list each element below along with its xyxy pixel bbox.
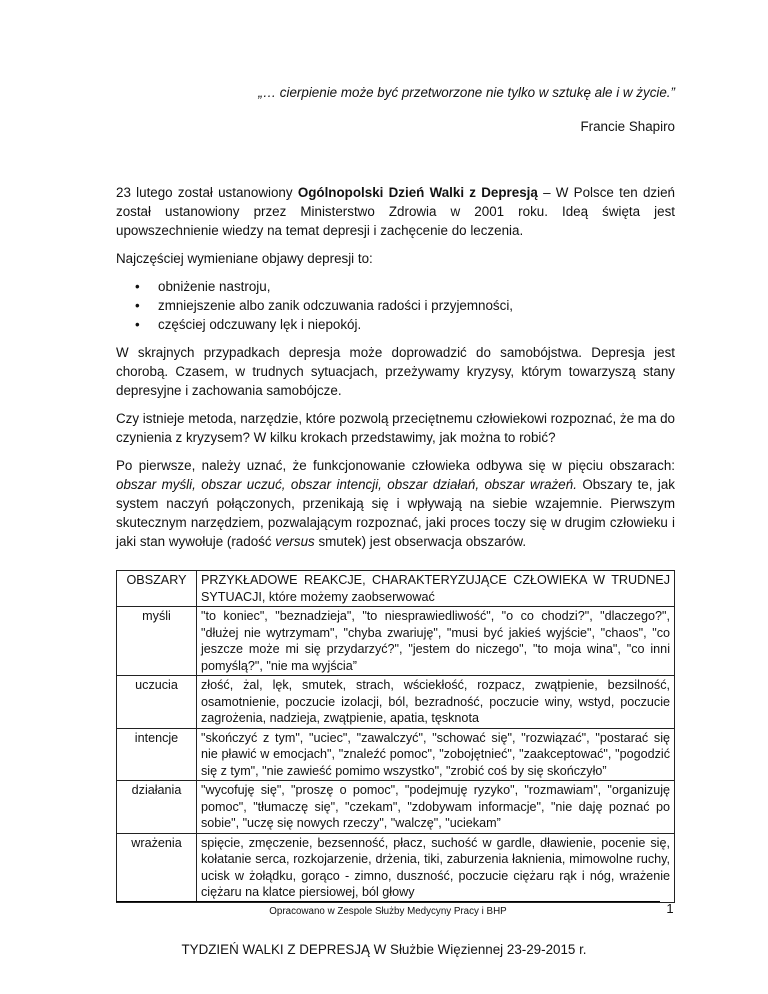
extreme-cases-paragraph: W skrajnych przypadkach depresja może doprowadzić do samobójstwa. Depresja jest chorobą. Czasem, w trudnych sytuacjach, przeżywamy kryzysy, którym towarzyszą stany depresyjne i zachowania samobójcze.	[116, 345, 675, 398]
table-cell-reactions: "skończyć z tym", "uciec", "zawalczyć", "schować się", "rozwiązać", "postarać się nie pławić w emocjach", "znaleźć pomoc", "zobojętnieć", "zaakceptować", "pogodzić się z tym", "nie zawieść pomimo wszystko", "zrobić coś by się skończyło”	[197, 728, 675, 781]
method-question-paragraph: Czy istnieje metoda, narzędzie, które pozwolą przeciętnemu człowiekowi rozpoznać, że ma do czynienia z kryzysem? W kilku krokach przedstawimy, jak można to robić?	[116, 411, 675, 445]
table-row	[117, 607, 675, 676]
symptoms-lead: Najczęściej wymieniane objawy depresji to:	[116, 251, 373, 266]
table-row	[117, 676, 675, 729]
epigraph-author: Francie Shapiro	[580, 119, 675, 134]
list-item: • obniżenie nastroju,	[139, 277, 675, 296]
table-cell-area: działania	[117, 781, 197, 834]
areas-text-3: smutek) jest obserwacja obszarów.	[314, 534, 527, 549]
symptoms-list	[116, 277, 675, 334]
areas-table	[116, 570, 675, 903]
intro-highlight: Ogólnopolski Dzień Walki z Depresją	[297, 185, 538, 200]
footer-title: TYDZIEŃ WALKI Z DEPRESJĄ W Służbie Więziennej 23-29-2015 r.	[181, 942, 587, 957]
document-body	[116, 183, 675, 560]
table-cell-area: wrażenia	[117, 833, 197, 902]
table-row	[117, 728, 675, 781]
versus-italic: versus	[275, 534, 315, 549]
page-number: 1	[666, 901, 674, 916]
table-header-reactions: PRZYKŁADOWE REAKCJE, CHARAKTERYZUJĄCE CZŁOWIEKA W TRUDNEJ SYTUACJI, które możemy zaobserwować	[197, 571, 675, 607]
areas-text-2: Obszary te, jak system naczyń połączonych, przenikają się i wpływają na siebie wzajemnie. Pierwszym skutecznym narzędziem, pozwalającym rozpoznać, jaki proces toczy się w drugim człowieku i jaki stan wywołuje (radość	[116, 477, 675, 549]
table-cell-area: myśli	[117, 607, 197, 676]
table-row	[117, 833, 675, 902]
footer-note: Opracowano w Zespole Służby Medycyny Pracy i BHP	[269, 906, 507, 917]
list-item: • zmniejszenie albo zanik odczuwania radości i przyjemności,	[139, 296, 675, 315]
intro-text-before: 23 lutego został ustanowiony	[116, 185, 298, 200]
epigraph-quote: „… cierpienie może być przetworzone nie tylko w sztukę ale i w życie.”	[258, 85, 675, 100]
table-cell-area: uczucia	[117, 676, 197, 729]
table-cell-reactions: "to koniec", "beznadzieja", "to niesprawiedliwość", "o co chodzi?", "dlaczego?", "dłużej nie wytrzymam", "chyba zwariuję", "musi być jakieś wyjście", "chaos", "co jeszcze może mi się przydarzyć?", "jestem do niczego", "to moja wina", "co inni pomyślą?", "nie ma wyjścia”	[197, 607, 675, 676]
table-cell-reactions: złość, żal, lęk, smutek, strach, wściekłość, rozpacz, zwątpienie, bezsilność, osamotnienie, poczucie izolacji, ból, bezradność, poczucie winy, wstyd, poczucie zagrożenia, nadzieja, zwątpienie, apatia, tęsknota	[197, 676, 675, 729]
table-cell-area: intencje	[117, 728, 197, 781]
intro-paragraph	[116, 183, 675, 240]
table-cell-reactions: spięcie, zmęczenie, bezsenność, płacz, suchość w gardle, dławienie, pocenie się, kołatanie serca, rozkojarzenie, drżenia, tiki, zaburzenia łaknienia, mimowolne ruchy, ucisk w żołądku, gorąco - zimno, duszność, poczucie ciężaru rąk i nóg, wrażenie ciężaru na klatce piersiowej, ból głowy	[197, 833, 675, 902]
footer-divider	[116, 901, 660, 902]
list-item: • częściej odczuwany lęk i niepokój.	[139, 315, 675, 334]
areas-paragraph	[116, 456, 675, 551]
intro-text-after: – W Polsce ten dzień został ustanowiony przez Ministerstwo Zdrowia w 2001 roku. Ideą święta jest upowszechnienie wiedzy na temat depresji i zachęcenie do leczenia.	[116, 185, 675, 238]
table-row	[117, 781, 675, 834]
table-cell-reactions: "wycofuję się", "proszę o pomoc", "podejmuję ryzyko", "rozmawiam", "organizuję pomoc", "tłumaczę się", "czekam", "zdobywam informacje", "nie daję poznać po sobie", "uczę się nowych rzeczy", "walczę", "uciekam”	[197, 781, 675, 834]
table-header-row	[117, 571, 675, 607]
areas-text-1: Po pierwsze, należy uznać, że funkcjonowanie człowieka odbywa się w pięciu obszarach:	[116, 458, 675, 473]
areas-list-italic: obszar myśli, obszar uczuć, obszar intencji, obszar działań, obszar wrażeń.	[116, 477, 577, 492]
table-header-areas: OBSZARY	[117, 571, 197, 607]
